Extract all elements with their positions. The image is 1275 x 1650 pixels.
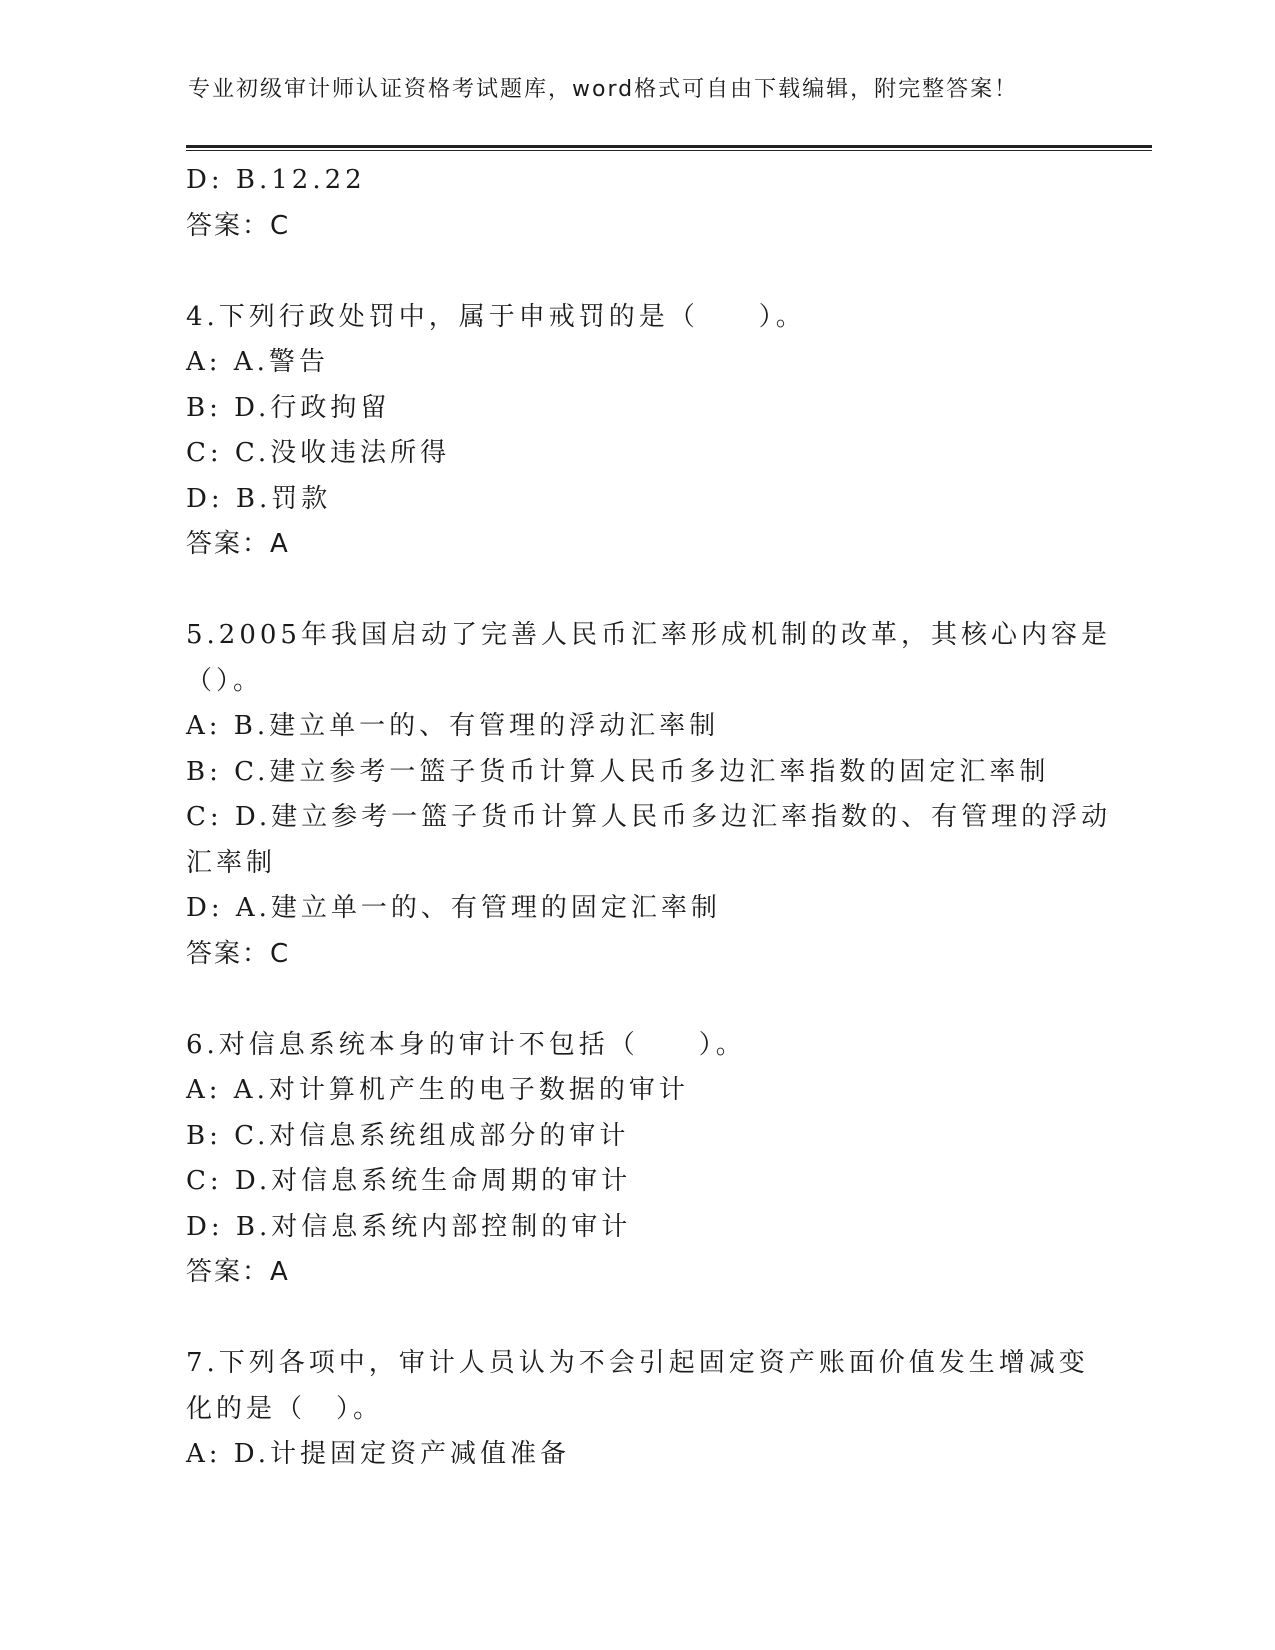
- blank-line: [186, 1296, 1086, 1342]
- question-line: 化的是（ ）。: [186, 1393, 384, 1424]
- option-line: D: B.罚款: [186, 483, 332, 514]
- question-line: 6.对信息系统本身的审计不包括（ ）。: [186, 1029, 746, 1060]
- question-line: （）。: [186, 665, 264, 696]
- answer-line: 答案：A: [186, 1257, 290, 1287]
- option-line: 汇率制: [186, 847, 277, 878]
- header-rule-thick: [186, 145, 1152, 148]
- page-header: 专业初级审计师认证资格考试题库，word格式可自由下载编辑，附完整答案！: [188, 77, 1019, 102]
- option-line: D: B.12.22: [186, 165, 366, 195]
- option-line: B: D.行政拘留: [186, 392, 391, 423]
- option-line: B: C.建立参考一篮子货币计算人民币多边汇率指数的固定汇率制: [186, 756, 1050, 787]
- option-line: A: A.对计算机产生的电子数据的审计: [186, 1075, 689, 1105]
- answer-line: 答案：C: [186, 938, 291, 969]
- answer-line: 答案：A: [186, 529, 290, 559]
- option-line: D: A.建立单一的、有管理的固定汇率制: [186, 893, 721, 923]
- question-line: 5.2005年我国启动了完善人民币汇率形成机制的改革，其核心内容是: [186, 620, 1111, 650]
- option-line: D: B.对信息系统内部控制的审计: [186, 1211, 632, 1242]
- blank-line: [186, 568, 1086, 614]
- blank-line: [186, 977, 1086, 1023]
- option-line: C: C.没收违法所得: [186, 438, 451, 468]
- option-line: A: D.计提固定资产减值准备: [186, 1439, 570, 1469]
- option-line: C: D.建立参考一篮子货币计算人民币多边汇率指数的、有管理的浮动: [186, 802, 1112, 832]
- blank-line: [186, 249, 1086, 295]
- option-line: B: C.对信息系统组成部分的审计: [186, 1120, 630, 1151]
- question-content: [186, 158, 1112, 1478]
- option-line: A: A.警告: [186, 347, 329, 377]
- header-rule-thin: [186, 150, 1152, 151]
- question-line: 4.下列行政处罚中，属于申戒罚的是（ ）。: [186, 301, 806, 332]
- question-line: 7.下列各项中，审计人员认为不会引起固定资产账面价值发生增减变: [186, 1348, 1089, 1378]
- option-line: C: D.对信息系统生命周期的审计: [186, 1166, 632, 1196]
- option-line: A: B.建立单一的、有管理的浮动汇率制: [186, 711, 720, 741]
- answer-line: 答案：C: [186, 210, 291, 241]
